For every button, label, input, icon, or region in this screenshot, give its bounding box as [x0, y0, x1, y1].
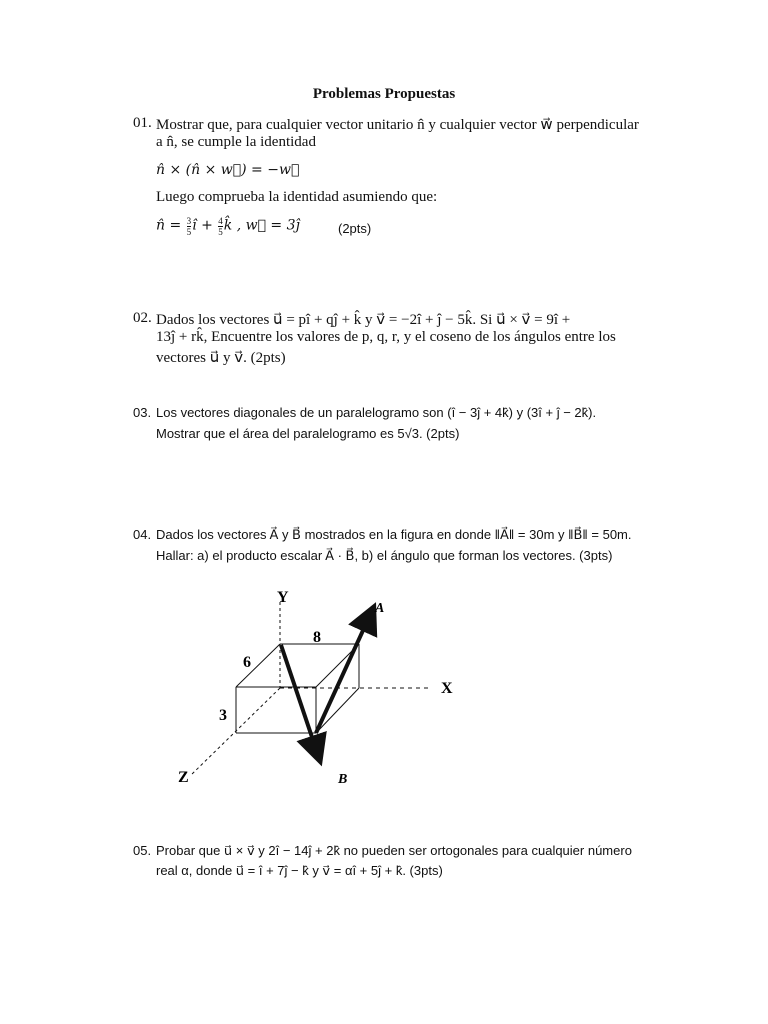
problem-number: 04.: [133, 527, 152, 542]
vector-a-arrow: [316, 613, 371, 733]
problem-text: Mostrar que el área del paralelogramo es 5√3. (2pts): [156, 426, 460, 441]
page-title: Problemas Propuestas: [312, 86, 456, 102]
fraction-denominator: 5: [218, 227, 223, 237]
dimension-3: 3: [219, 707, 227, 724]
given-mid: ı̂ +: [192, 217, 218, 234]
problem-text: Hallar: a) el producto escalar A⃗ · B⃗, b) el ángulo que forman los vectores. (3pts): [156, 548, 613, 563]
fraction-numerator: 3: [186, 216, 192, 226]
problem-text: Dados los vectores u⃗ = pî + qĵ + k̂ y v⃗ = −2î + ĵ − 5k̂. Si u⃗ × v⃗ = 9î +: [156, 312, 571, 328]
problem-number: 03.: [133, 405, 152, 420]
points-label: (2pts): [338, 221, 372, 236]
fraction-3-5: [187, 216, 192, 237]
vector-box-figure: [160, 583, 465, 793]
label-z: Z: [178, 769, 189, 786]
given-vectors: [156, 216, 300, 237]
given-prefix: n̂ =: [156, 217, 186, 234]
fraction-denominator: 5: [186, 227, 192, 237]
label-x: X: [441, 680, 453, 697]
problem-text: 13ĵ + rk̂, Encuentre los valores de p, q, r, y el coseno de los ángulos entre los: [156, 329, 616, 345]
problem-text: Luego comprueba la identidad asumiendo que:: [156, 189, 438, 205]
label-b: B⃗: [338, 772, 359, 787]
fraction-numerator: 4: [218, 216, 223, 226]
given-suffix: k̂ , w⃗ = 3ĵ: [223, 217, 300, 234]
identity-formula: n̂ × (n̂ × w⃗) = −w⃗: [156, 162, 300, 178]
fraction-4-5: [218, 216, 223, 237]
label-a: A⃗: [375, 601, 396, 616]
problem-text: Probar que u⃗ × v⃗ y 2î − 14ĵ + 2k̂ no pueden ser ortogonales para cualquier número: [156, 843, 632, 858]
problem-text: vectores u⃗ y v⃗. (2pts): [156, 350, 286, 366]
problem-number: 02.: [133, 310, 152, 326]
vector-b-arrow: [281, 645, 318, 755]
label-y: Y: [277, 589, 289, 606]
problem-text: Mostrar que, para cualquier vector unitario n̂ y cualquier vector w⃗ perpendicular: [156, 117, 639, 133]
box-edge: [316, 688, 359, 733]
problem-number: 05.: [133, 843, 152, 858]
dimension-6: 6: [243, 654, 251, 671]
problem-text: Los vectores diagonales de un paralelogramo son (î − 3ĵ + 4k̂) y (3î + ĵ − 2k̂).: [156, 405, 597, 420]
problem-text: real α, donde u⃗ = î + 7ĵ − k̂ y v⃗ = αî + 5ĵ + k̂. (3pts): [156, 863, 443, 878]
dimension-8: 8: [313, 629, 321, 646]
problem-number: 01.: [133, 115, 152, 131]
problem-text: Dados los vectores A⃗ y B⃗ mostrados en la figura en donde ‖A⃗‖ = 30m y ‖B⃗‖ = 50m.: [156, 527, 632, 542]
problem-text: a n̂, se cumple la identidad: [156, 134, 316, 150]
z-axis: [190, 688, 280, 776]
